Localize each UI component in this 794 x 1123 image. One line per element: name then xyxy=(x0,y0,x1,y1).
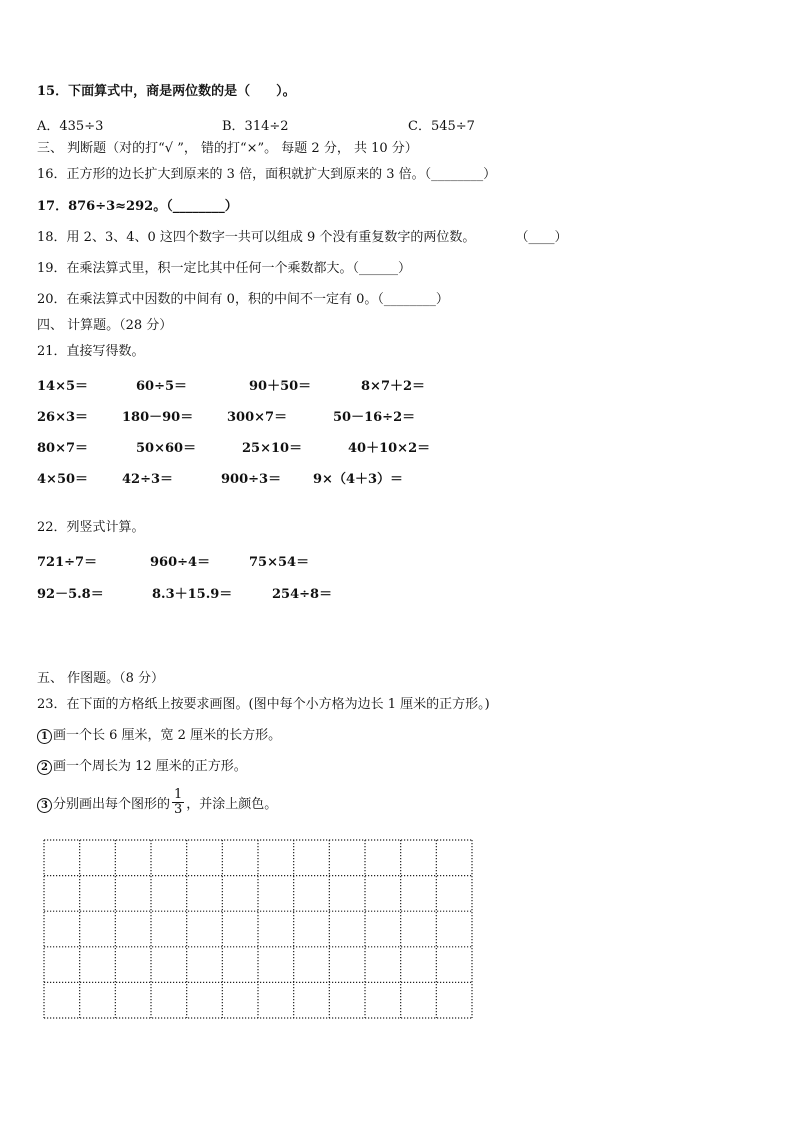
question-19 xyxy=(37,261,411,277)
calc-item: 4×50＝ xyxy=(37,472,89,487)
calc-item: 14×5＝ xyxy=(37,379,89,394)
question-17 xyxy=(37,199,238,215)
fraction-numerator: 1 xyxy=(174,787,183,802)
calc-item: 254÷8＝ xyxy=(272,587,333,602)
calc-item: 26×3＝ xyxy=(37,410,89,425)
section-5-title: 五、 作图题。（8 分） xyxy=(37,671,165,686)
question-20-text: 20．在乘法算式中因数的中间有 0，积的中间不一定有 0。 xyxy=(37,292,378,307)
q23-item-3-text-before: 分别画出每个图形的 xyxy=(53,797,171,812)
question-16-text: 16．正方形的边长扩大到原来的 3 倍，面积就扩大到原来的 3 倍。 xyxy=(37,167,425,182)
circled-number-3: 3 xyxy=(37,798,52,813)
q23-item-3-text-after: ，并涂上颜色。 xyxy=(186,797,278,812)
question-19-text: 19．在乘法算式里，积一定比其中任何一个乘数都大。 xyxy=(37,261,353,276)
question-19-answer-blank[interactable]: （______） xyxy=(352,261,412,276)
calc-item: 960÷4＝ xyxy=(150,555,211,570)
section-3-title: 三、 判断题（对的打“√ ”， 错的打“×”。 每题 2 分， 共 10 分） xyxy=(37,141,418,156)
q23-item-2-text: 画一个周长为 12 厘米的正方形。 xyxy=(53,759,247,774)
calc-item: 900÷3＝ xyxy=(221,472,282,487)
calc-item: 50－16÷2＝ xyxy=(333,410,416,425)
option-c: C．545÷7 xyxy=(408,119,475,134)
circled-number-1: 1 xyxy=(37,729,52,744)
question-17-answer-blank[interactable]: （________） xyxy=(166,199,238,214)
calc-item: 8.3＋15.9＝ xyxy=(152,587,233,602)
calc-item: 8×7＋2＝ xyxy=(361,379,426,394)
question-15-stem: 15．下面算式中，商是两位数的是（ ）。 xyxy=(37,84,296,99)
calc-item: 721÷7＝ xyxy=(37,555,98,570)
calc-item: 90＋50＝ xyxy=(249,379,312,394)
calc-item: 92－5.8＝ xyxy=(37,587,104,602)
calc-item: 180－90＝ xyxy=(122,410,194,425)
question-20 xyxy=(37,292,449,308)
q23-item-1-text: 画一个长 6 厘米，宽 2 厘米的长方形。 xyxy=(53,728,282,743)
question-22-stem: 22．列竖式计算。 xyxy=(37,520,145,535)
q23-item-1 xyxy=(37,728,281,744)
question-20-answer-blank[interactable]: （________） xyxy=(377,292,449,307)
calc-item: 80×7＝ xyxy=(37,441,89,456)
question-16-answer-blank[interactable]: （________） xyxy=(424,167,497,182)
calc-item: 9×（4＋3）＝ xyxy=(313,472,404,487)
question-18 xyxy=(37,230,567,246)
calc-item: 42÷3＝ xyxy=(122,472,174,487)
calc-item: 60÷5＝ xyxy=(136,379,188,394)
calc-item: 25×10＝ xyxy=(242,441,303,456)
grid-paper[interactable] xyxy=(43,839,473,1019)
calc-item: 300×7＝ xyxy=(227,410,288,425)
section-4-title: 四、 计算题。（28 分） xyxy=(37,318,173,333)
calc-item: 75×54＝ xyxy=(249,555,310,570)
q23-item-3 xyxy=(37,787,278,820)
question-18-text: 18．用 2、3、4、0 这四个数字一共可以组成 9 个没有重复数字的两位数。 xyxy=(37,230,476,245)
circled-number-2: 2 xyxy=(37,760,52,775)
option-b: B．314÷2 xyxy=(222,119,289,134)
question-16 xyxy=(37,167,496,183)
fraction-denominator: 3 xyxy=(174,802,183,817)
question-21-stem: 21．直接写得数。 xyxy=(37,344,145,359)
q23-item-2 xyxy=(37,759,247,775)
calc-item: 50×60＝ xyxy=(136,441,197,456)
question-18-answer-blank[interactable]: （____） xyxy=(515,230,568,245)
question-17-text: 17．876÷3≈292。 xyxy=(37,199,167,214)
fraction-one-third xyxy=(172,788,184,817)
option-a: A．435÷3 xyxy=(37,119,104,134)
question-23-stem: 23．在下面的方格纸上按要求画图。(图中每个小方格为边长 1 厘米的正方形。) xyxy=(37,697,490,712)
calc-item: 40＋10×2＝ xyxy=(348,441,431,456)
